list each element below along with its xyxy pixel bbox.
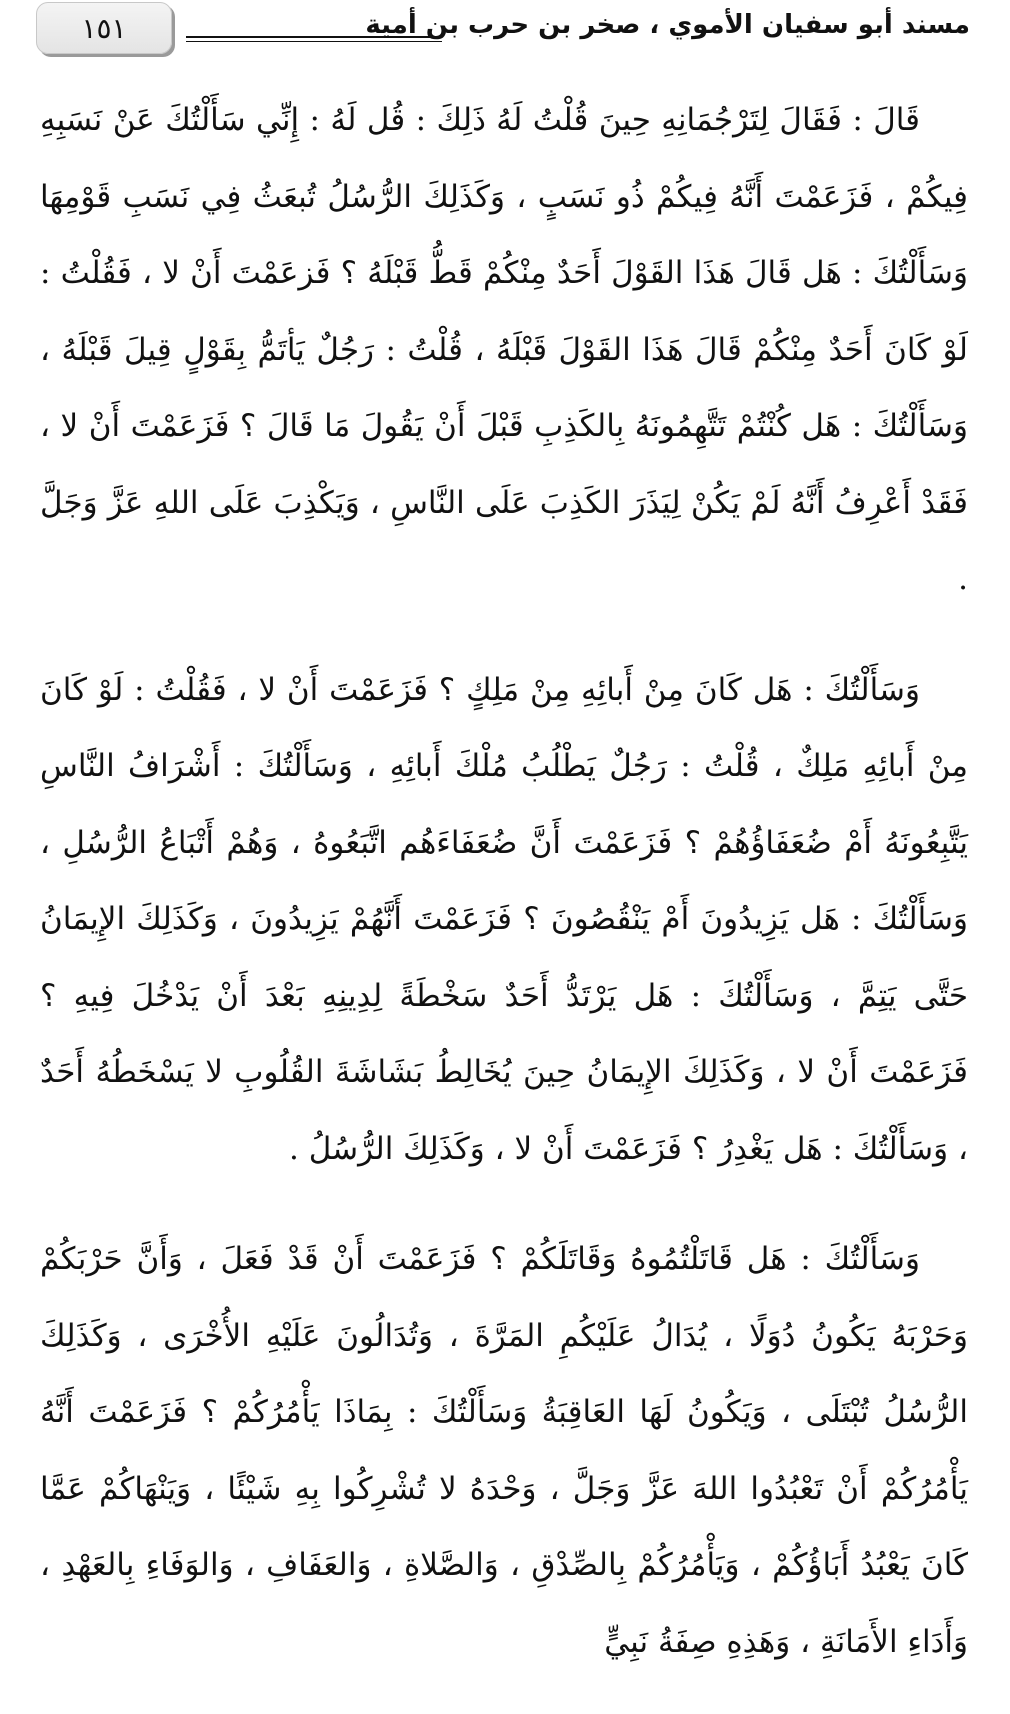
page-header (36, 0, 970, 60)
running-title: مسند أبو سفيان الأموي ، صخر بن حرب بن أمية (365, 10, 970, 40)
paragraph-1: قَالَ : فَقَالَ لِتَرْجُمَانِهِ حِينَ قُلْتُ لَهُ ذَلِكَ : قُل لَهُ : إِنِّي سَأَلْتُكَ عَنْ نَسَبِهِ فِيكُمْ ، فَزَعَمْتَ أَنَّهُ فِيكُمْ ذُو نَسَبٍ ، وَكَذَلِكَ الرُّسُلُ تُبعَثُ فِي نَسَبِ قَوْمِهَا وَسَأَلْتُكَ : هَل قَالَ هَذَا القَوْلَ أَحَدٌ مِنْكُمْ قَطُّ قَبْلَهُ ؟ فَزعَمْتَ أَنْ لا ، فَقُلْتُ : لَوْ كَانَ أَحَدٌ مِنْكُمْ قَالَ هَذَا القَوْلَ قَبْلَهُ ، قُلْتُ : رَجُلٌ يَأتَمُّ بِقَوْلٍ قِيلَ قَبْلَهُ ، وَسَأَلْتُكَ : هَل كُنْتُمْ تَتَّهِمُونَهُ بِالكَذِبِ قَبْلَ أَنْ يَقُولَ مَا قَالَ ؟ فَزَعَمْتَ أَنْ لا ، فَقَدْ أَعْرِفُ أَنَّهُ لَمْ يَكُنْ لِيَذَرَ الكَذِبَ عَلَى النَّاسِ ، وَيَكْذِبَ عَلَى اللهِ عَزَّ وَجَلَّ . (40, 102, 968, 597)
body-text (40, 82, 968, 1714)
page-number-badge (36, 2, 172, 54)
paragraph-2: وَسَأَلْتُكَ : هَل كَانَ مِنْ أَبائِهِ مِنْ مَلِكٍ ؟ فَزَعَمْتَ أَنْ لا ، فَقُلْتُ : لَوْ كَانَ مِنْ أَبائِهِ مَلِكٌ ، قُلْتُ : رَجُلٌ يَطْلُبُ مُلْكَ أَبائِهِ ، وَسَأَلْتُكَ : أَشْرَافُ النَّاسِ يَتَّبِعُونَهُ أَمْ ضُعَفَاؤُهُمْ ؟ فَزَعَمْتَ أَنَّ ضُعَفَاءَهُم اتَّبَعُوهُ ، وَهُمْ أَتْبَاعُ الرُّسُلِ ، وَسَأَلْتُكَ : هَل يَزِيدُونَ أَمْ يَنْقُصُونَ ؟ فَزَعَمْتَ أَنَّهُمْ يَزِيدُونَ ، وَكَذَلِكَ الإِيمَانُ حَتَّى يَتِمَّ ، وَسَأَلْتُكَ : هَل يَرْتَدُّ أَحَدٌ سَخْطَةً لِدِينِهِ بَعْدَ أَنْ يَدْخُلَ فِيهِ ؟ فَزَعَمْتَ أَنْ لا ، وَكَذَلِكَ الإِيمَانُ حِينَ يُخَالِطُ بَشَاشَةَ القُلُوبِ لا يَسْخَطُهُ أَحَدٌ ، وَسَأَلْتُكَ : هَل يَغْدِرُ ؟ فَزَعَمْتَ أَنْ لا ، وَكَذَلِكَ الرُّسُلُ . (40, 671, 968, 1167)
paragraph-3: وَسَأَلْتُكَ : هَل قَاتَلْتُمُوهُ وَقَاتَلَكُمْ ؟ فَزَعَمْتَ أَنْ قَدْ فَعَلَ ، وَأَنَّ حَرْبَكُمْ وَحَرْبَهُ يَكُونُ دُوَلًا ، يُدَالُ عَلَيْكُمِ المَرَّةَ ، وَتُدَالُونَ عَلَيْهِ الأُخْرَى ، وَكَذَلِكَ الرُّسُلُ تُبْتَلَى ، وَيَكُونُ لَهَا العَاقِبَةُ وَسَأَلْتُكَ : بِمَاذَا يَأْمُرُكُمْ ؟ فَزَعَمْتَ أَنَّهُ يَأْمُرُكُمْ أَنْ تَعْبُدُوا اللهَ عَزَّ وَجَلَّ ، وَحْدَهُ لا تُشْرِكُوا بِهِ شَيْئًا ، وَيَنْهَاكُمْ عَمَّا كَانَ يَعْبُدُ أَبَاؤُكُمْ ، وَيَأْمُرُكُمْ بِالصِّدْقِ ، وَالصَّلاةِ ، وَالعَفَافِ ، وَالوَفَاءِ بِالعَهْدِ ، وَأَدَاءِ الأَمَانَةِ ، وَهَذِهِ صِفَةُ نَبِيٍّ (40, 1241, 968, 1660)
page-number: ١٥١ (81, 11, 127, 45)
